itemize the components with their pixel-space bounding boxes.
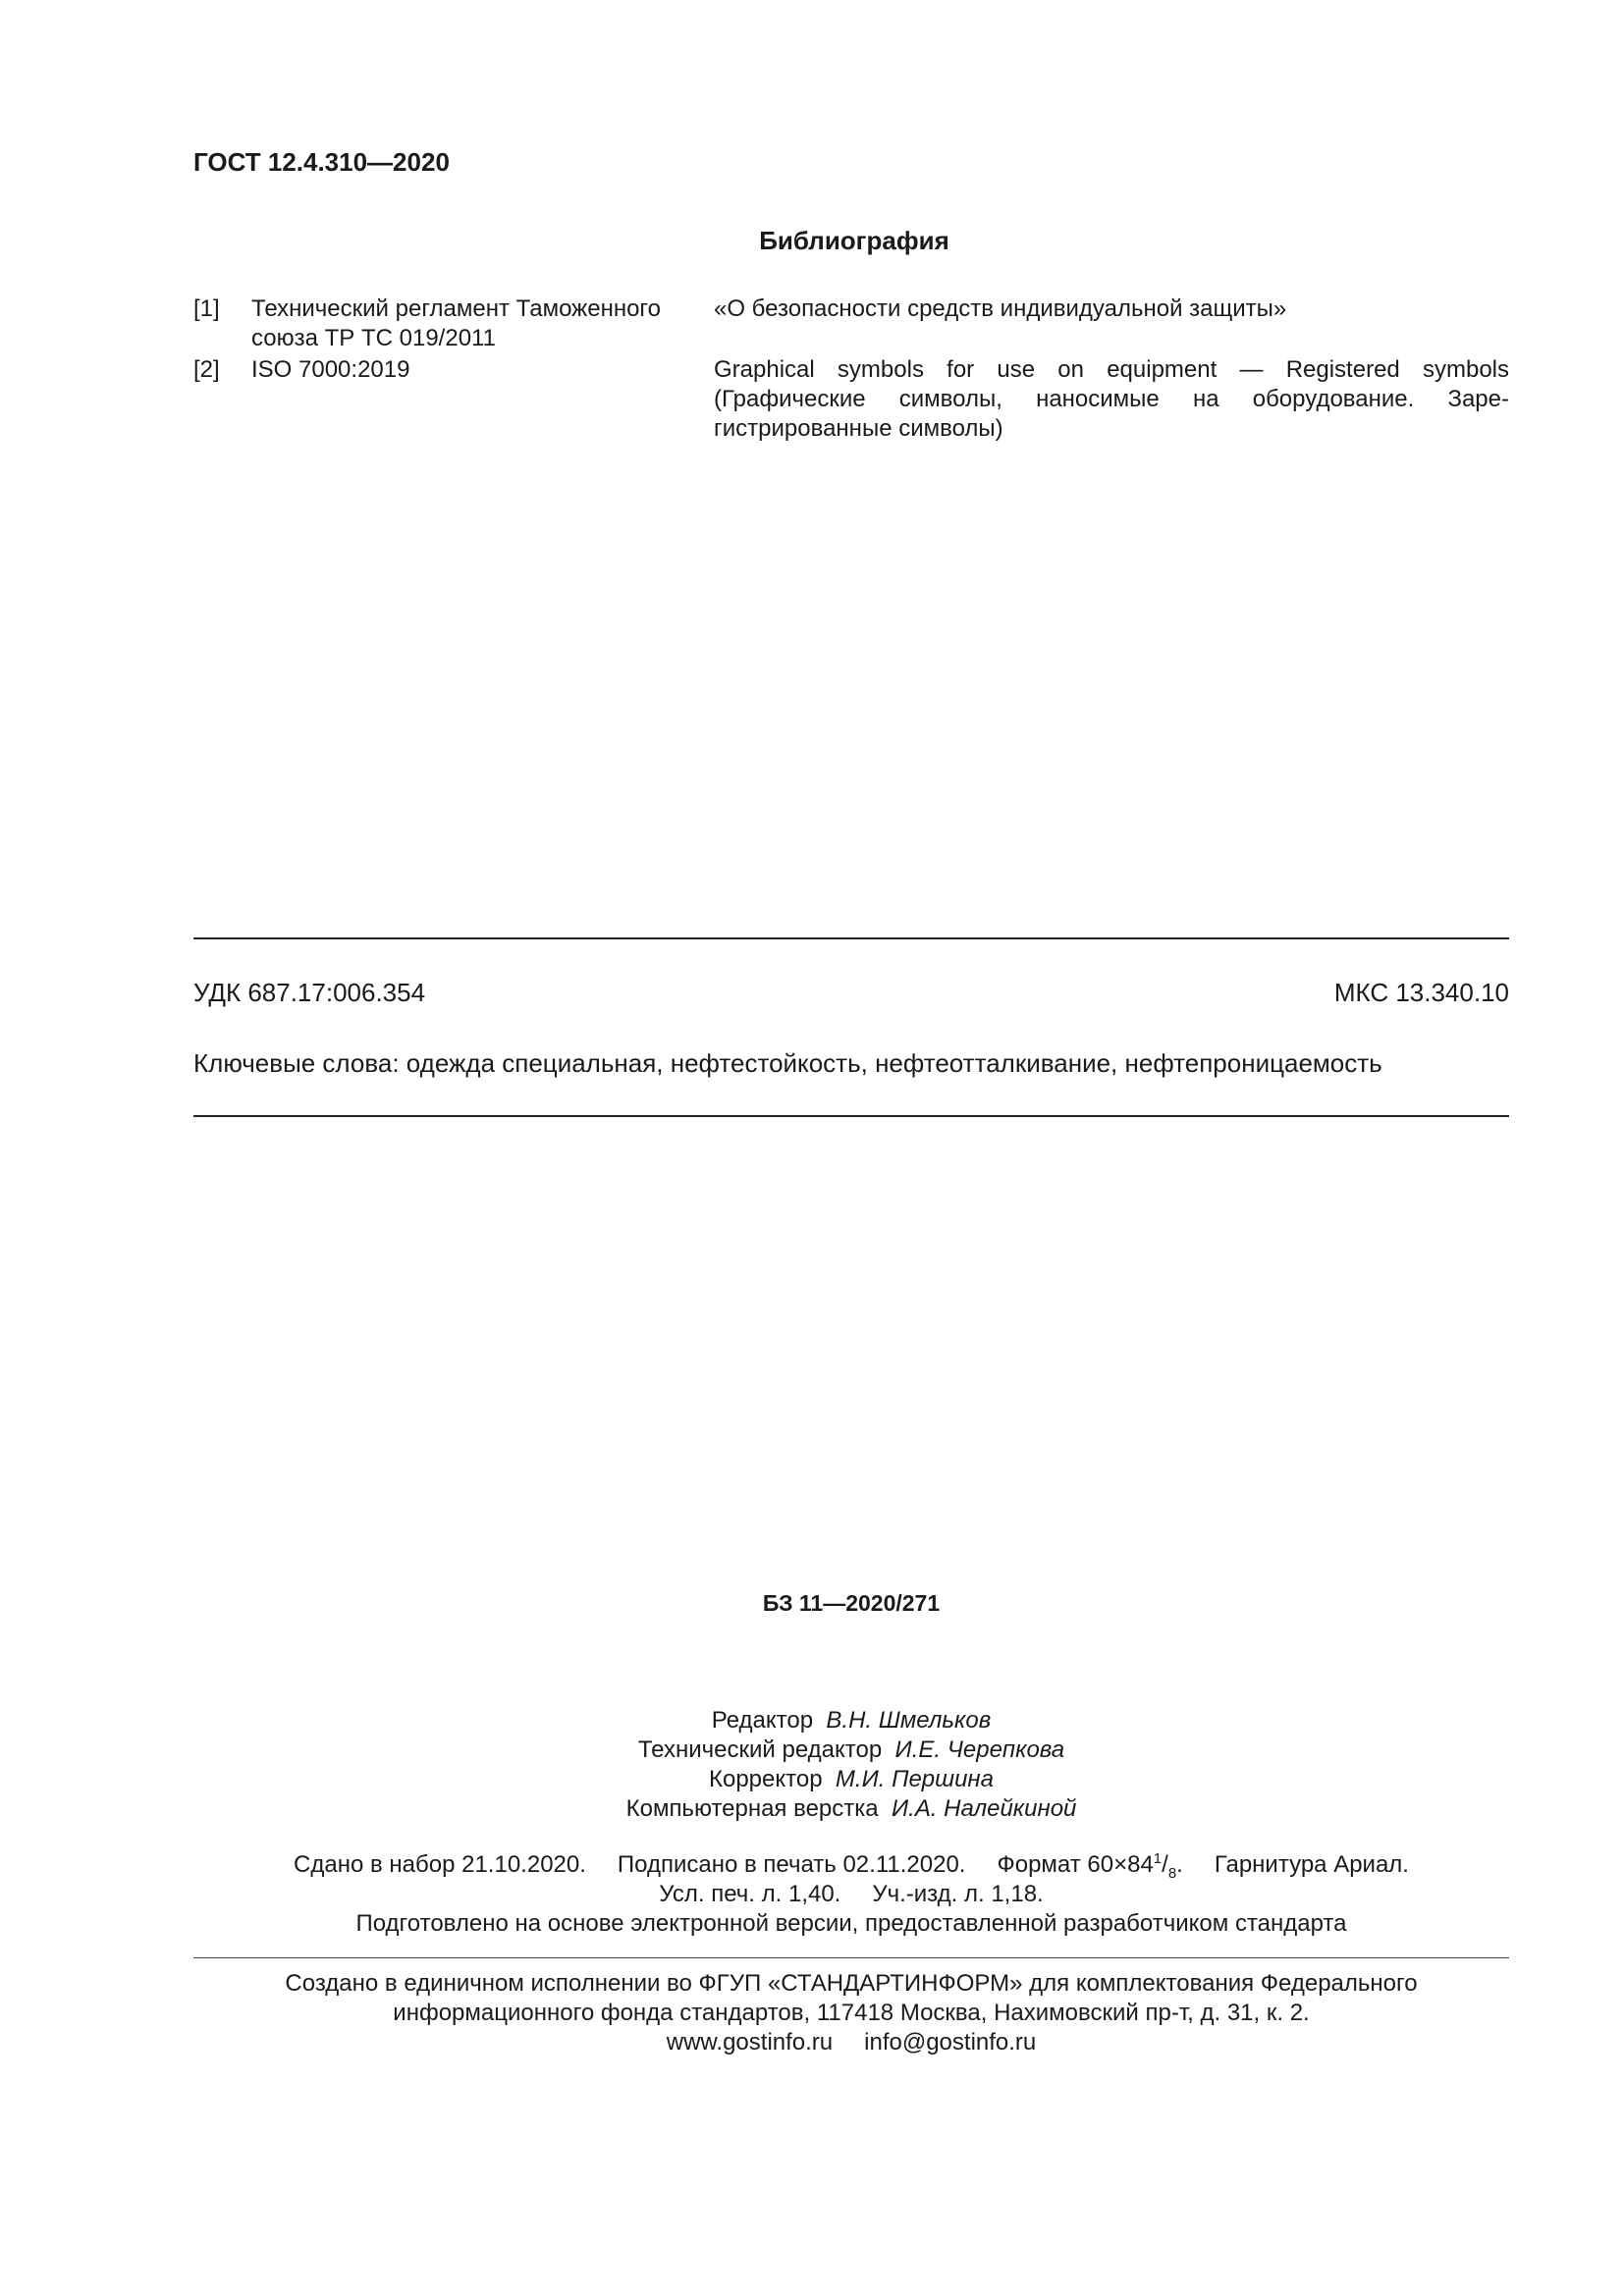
staff-line — [0, 1794, 1624, 1824]
divider — [193, 1115, 1509, 1117]
format-numerator: 1 — [1153, 1850, 1163, 1867]
staff-name: И.А. Налейкиной — [891, 1795, 1077, 1822]
print-line-1 — [0, 1850, 1624, 1880]
staff-name: И.Е. Черепкова — [894, 1736, 1065, 1763]
staff-role: Корректор — [709, 1766, 823, 1792]
format-slash: / — [1162, 1851, 1168, 1878]
publisher-sheets: Уч.-изд. л. 1,18. — [872, 1881, 1044, 1907]
staff-role: Редактор — [711, 1707, 814, 1734]
print-sheets: Усл. печ. л. 1,40. — [659, 1881, 841, 1907]
website-link[interactable]: www.gostinfo.ru — [666, 2029, 834, 2056]
divider — [193, 937, 1509, 939]
staff-role: Компьютерная верстка — [625, 1795, 879, 1822]
format — [997, 1850, 1183, 1882]
staff-line — [0, 1765, 1624, 1794]
keywords: Ключевые слова: одежда специальная, нефтестойкость, нефтеотталкивание, нефтепроницаемость — [193, 1048, 1382, 1078]
prepared-note: Подготовлено на основе электронной версии, предоставленной разработчиком стандарта — [355, 1910, 1347, 1937]
reference-description: «О безопасности средств индивидуальной защиты» — [714, 295, 1287, 322]
bibliography-title: Библиография — [759, 226, 949, 255]
reference-number: [2] — [193, 356, 220, 383]
typeface: Гарнитура Ариал. — [1214, 1851, 1409, 1878]
staff-line — [0, 1735, 1624, 1765]
divider — [193, 1957, 1509, 1958]
mks-code: МКС 13.340.10 — [1333, 978, 1509, 1007]
print-details — [0, 1850, 1624, 1939]
bz-number: БЗ 11—2020/271 — [762, 1590, 941, 1616]
reference-description: Graphical symbols for use on equipment — Registered symbols (Графические символы, наносимые на оборудование. Заре-гистрированные символы) — [714, 356, 1509, 442]
reference-source: Технический регламент Таможенного союза ТР ТС 019/2011 — [251, 295, 661, 351]
format-end: . — [1176, 1851, 1183, 1878]
format-denominator: 8 — [1167, 1864, 1177, 1882]
reference-number: [1] — [193, 295, 220, 322]
reference-source: ISO 7000:2019 — [251, 356, 410, 383]
submitted-date: Сдано в набор 21.10.2020. — [294, 1851, 586, 1878]
email-link[interactable]: info@gostinfo.ru — [864, 2029, 1037, 2056]
document-code: ГОСТ 12.4.310—2020 — [193, 147, 450, 177]
format-prefix: Формат 60×84 — [997, 1851, 1154, 1878]
staff-line — [0, 1706, 1624, 1735]
print-line-2 — [0, 1880, 1624, 1909]
staff-name: В.Н. Шмельков — [826, 1707, 992, 1734]
footer-line-2: информационного фонда стандартов, 117418 Москва, Нахимовский пр-т, д. 31, к. 2. — [393, 2000, 1310, 2026]
staff-name: М.И. Першина — [835, 1766, 994, 1792]
signed-date: Подписано в печать 02.11.2020. — [617, 1851, 966, 1878]
staff-role: Технический редактор — [637, 1736, 883, 1763]
udk-code: УДК 687.17:006.354 — [193, 978, 426, 1007]
footer-line-1: Создано в единичном исполнении во ФГУП «СТАНДАРТИНФОРМ» для комплектования Федерального — [285, 1970, 1418, 1997]
footer-contacts — [0, 2028, 1624, 2057]
staff-list — [0, 1706, 1624, 1824]
publisher-footer — [0, 1969, 1624, 2057]
